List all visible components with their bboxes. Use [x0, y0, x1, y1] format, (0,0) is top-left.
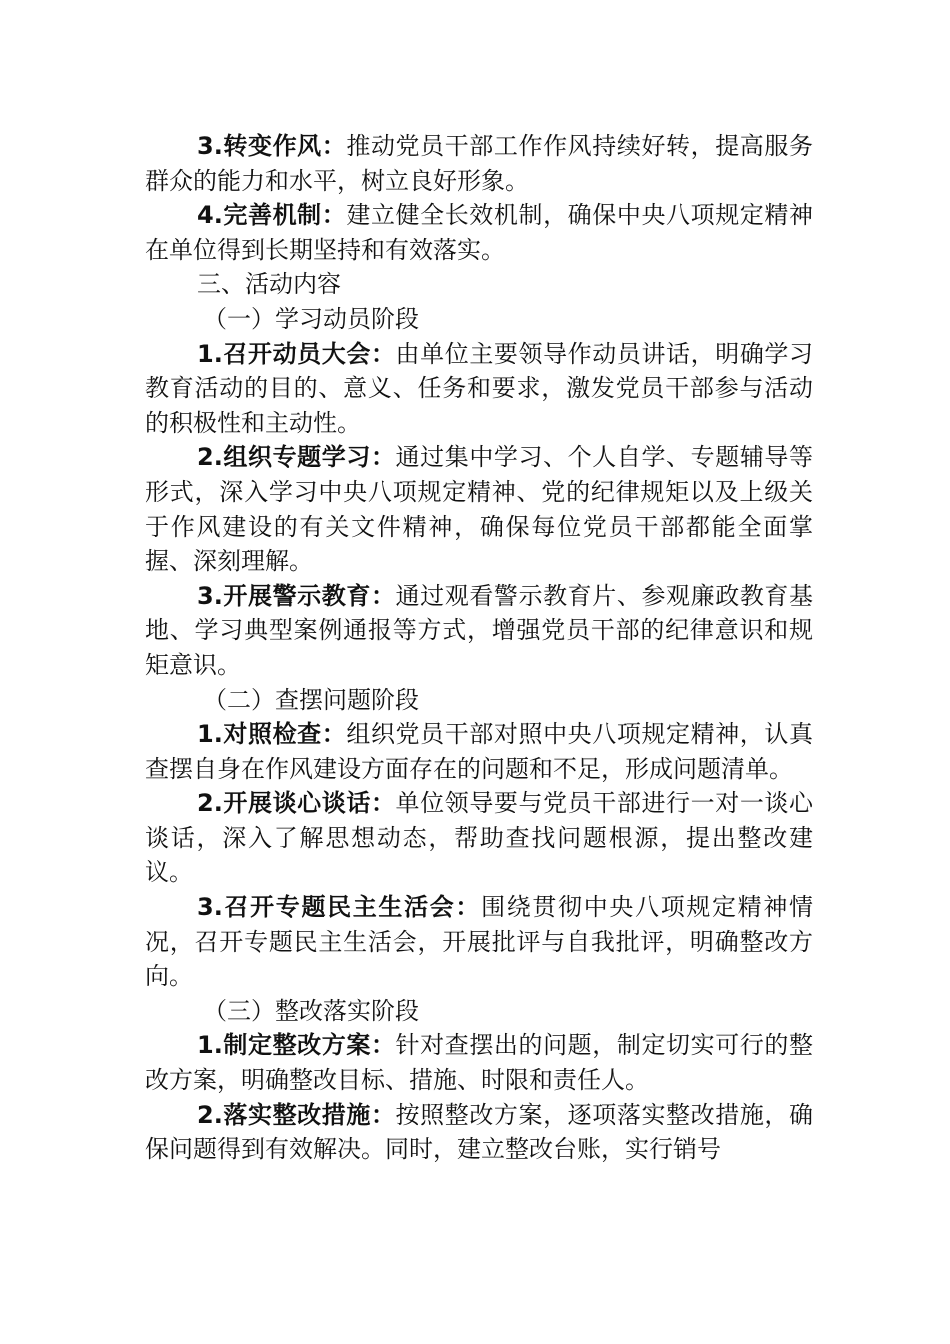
- item-lead: 1.召开动员大会：: [197, 339, 396, 368]
- item-lead: 2.落实整改措施：: [197, 1100, 396, 1129]
- item-paragraph: [145, 1028, 813, 1097]
- item-paragraph: [145, 129, 813, 198]
- item-lead: 2.组织专题学习：: [197, 443, 396, 472]
- item-text: 推动党员干部工作作风持续好转，提高服务群众的能力和水平，树立良好形象。: [145, 132, 813, 195]
- item-paragraph: [145, 337, 813, 441]
- item-paragraph: [145, 579, 813, 683]
- item-lead: 4.完善机制：: [197, 201, 347, 230]
- item-paragraph: [145, 1098, 813, 1167]
- item-paragraph: [145, 890, 813, 994]
- item-paragraph: [145, 717, 813, 786]
- item-text: 组织党员干部对照中央八项规定精神，认真查摆自身在作风建设方面存在的问题和不足，形成问题清单。: [145, 720, 813, 783]
- item-paragraph: [145, 198, 813, 267]
- item-text: 按照整改方案，逐项落实整改措施，确保问题得到有效解决。同时，建立整改台账，实行销号: [145, 1100, 813, 1164]
- document-body: [145, 129, 813, 1167]
- item-text: 通过集中学习、个人自学、专题辅导等形式，深入学习中央八项规定精神、党的纪律规矩以及上级关于作风建设的有关文件精神，确保每位党员干部都能全面掌握、深刻理解。: [145, 443, 813, 576]
- item-lead: 1.制定整改方案：: [197, 1031, 396, 1060]
- item-text: 针对查摆出的问题，制定切实可行的整改方案，明确整改目标、措施、时限和责任人。: [145, 1031, 813, 1095]
- item-lead: 3.开展警示教育：: [197, 581, 396, 610]
- subsection-heading: （二）查摆问题阶段: [203, 685, 419, 714]
- item-lead: 2.开展谈心谈话：: [197, 789, 396, 818]
- section-heading: 三、活动内容: [197, 270, 341, 299]
- item-paragraph: [145, 440, 813, 578]
- item-text: 由单位主要领导作动员讲话，明确学习教育活动的目的、意义、任务和要求，激发党员干部参与活动的积极性和主动性。: [145, 339, 813, 437]
- item-lead: 1.对照检查：: [197, 720, 347, 749]
- item-paragraph: [145, 786, 813, 890]
- item-lead: 3.召开专题民主生活会：: [197, 893, 482, 922]
- item-text: 建立健全长效机制，确保中央八项规定精神在单位得到长期坚持和有效落实。: [145, 201, 813, 264]
- item-text: 围绕贯彻中央八项规定精神情况，召开专题民主生活会，开展批评与自我批评，明确整改方向。: [145, 893, 813, 991]
- subsection-heading: （一）学习动员阶段: [203, 304, 419, 333]
- subsection-heading: （三）整改落实阶段: [203, 996, 419, 1025]
- item-lead: 3.转变作风：: [197, 132, 347, 160]
- item-text: 通过观看警示教育片、参观廉政教育基地、学习典型案例通报等方式，增强党员干部的纪律意识和规矩意识。: [145, 581, 813, 679]
- item-text: 单位领导要与党员干部进行一对一谈心谈话，深入了解思想动态，帮助查找问题根源，提出整改建议。: [145, 789, 813, 887]
